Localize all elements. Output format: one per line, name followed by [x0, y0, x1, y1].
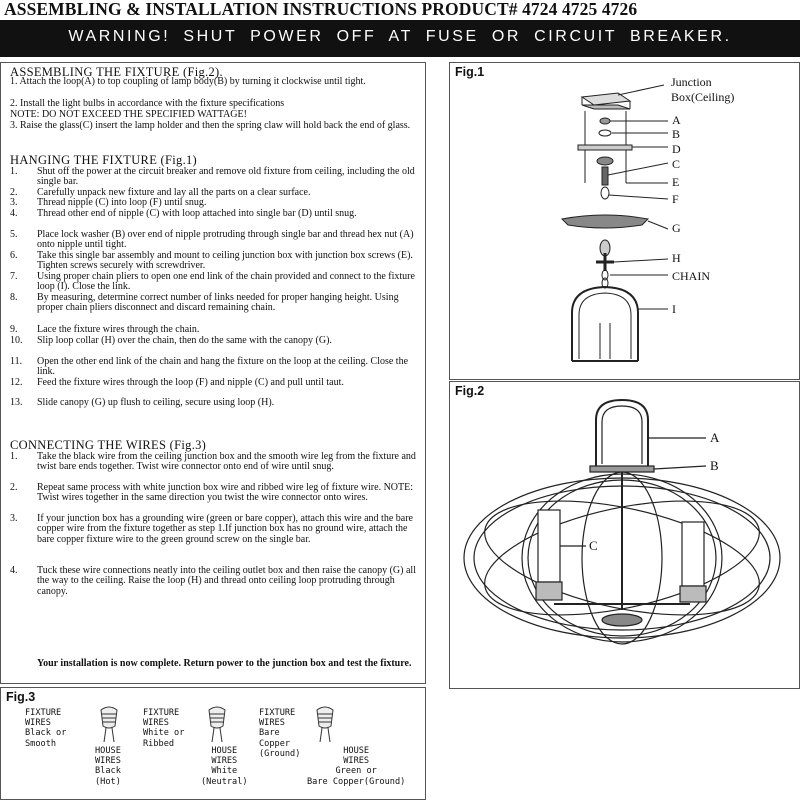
- caption-line: HOUSE: [343, 746, 370, 756]
- page-header: [0, 0, 800, 20]
- callout-g: G: [672, 221, 681, 235]
- wire-connector-icon: [205, 704, 229, 744]
- fig2-callout-b: B: [710, 458, 719, 473]
- caption-line: WIRES: [143, 718, 169, 729]
- caption-line: White or: [143, 728, 185, 739]
- fixture-wires-caption: [143, 708, 184, 749]
- warning-banner: [0, 20, 800, 57]
- hanging-step-text: Slide canopy (G) up flush to ceiling, secure using loop (H).: [37, 397, 275, 408]
- caption-line: Smooth: [25, 738, 57, 749]
- connecting-step-text: Take the black wire from the ceiling junction box and the smooth wire leg from the fixture and twist bare ends together. Twist wire connector onto end of wire until snug.: [37, 451, 416, 473]
- fig2-drawing: [450, 382, 800, 690]
- caption-line: HOUSE: [211, 746, 238, 756]
- callout-d: D: [672, 142, 681, 156]
- hanging-step-text: Shut off the power at the circuit breaker and remove old fixture from ceiling, including the old single bar.: [37, 166, 415, 188]
- hanging-step-number: 12.: [10, 377, 23, 388]
- figure-2-label: Fig.2: [455, 384, 485, 398]
- caption-line: Bare: [259, 728, 280, 739]
- caption-line: WIRES: [343, 756, 370, 767]
- assembling-title: ASSEMBLING THE FIXTURE (Fig.2).: [10, 65, 223, 79]
- caption-line: Copper: [259, 738, 291, 749]
- hanging-step-text: Take this single bar assembly and mount to ceiling junction box with junction box screws (E). Tighten screws securely with screwdriver.: [37, 250, 413, 272]
- callout-junction: Junction: [671, 75, 712, 89]
- hanging-step-text: Lace the fixture wires through the chain.: [37, 324, 200, 335]
- hanging-step-text: Thread other end of nipple (C) with loop attached into single bar (D) until snug.: [37, 208, 357, 219]
- hanging-step-text: Slip loop collar (H) over the chain, then do the same with the canopy (G).: [37, 335, 332, 346]
- figure-3-label: Fig.3: [6, 690, 36, 704]
- page-title: ASSEMBLING & INSTALLATION INSTRUCTIONS PRODUCT# 4724 4725 4726: [4, 0, 638, 19]
- fig2-callout-c: C: [589, 538, 598, 553]
- figure-1: [449, 62, 800, 380]
- caption-line: WIRES: [211, 756, 238, 767]
- hanging-step-number: 1.: [10, 166, 18, 177]
- assembling-step-3: 3. Raise the glass(C) insert the lamp holder and then the spring claw will hold back the end of glass.: [10, 120, 411, 131]
- figure-3: [0, 687, 426, 800]
- connecting-step-text: Repeat same process with white junction box wire and ribbed wire leg of fixture wire. NOTE: Twist wires together in the same direction you twist the wire connector onto wires.: [37, 482, 414, 504]
- hanging-step-number: 9.: [10, 324, 18, 335]
- callout-c: C: [672, 157, 681, 171]
- callout-chain: CHAIN: [672, 269, 710, 283]
- callout-box-ceiling: Box(Ceiling): [671, 90, 735, 104]
- callout-b: B: [672, 127, 681, 141]
- connecting-step-number: 3.: [10, 513, 18, 524]
- caption-line: FIXTURE: [25, 708, 62, 718]
- hanging-step-text: Feed the fixture wires through the loop (F) and nipple (C) and pull until taut.: [37, 377, 344, 388]
- caption-line: Ribbed: [143, 738, 175, 749]
- hanging-step-number: 5.: [10, 229, 18, 240]
- hanging-step-number: 13.: [10, 397, 23, 408]
- callout-i: I: [672, 302, 676, 316]
- figure-1-label: Fig.1: [455, 65, 485, 79]
- house-wires-caption: [201, 746, 248, 787]
- hanging-step-number: 3.: [10, 197, 18, 208]
- caption-line: Green or: [335, 766, 377, 777]
- completion-note: Your installation is now complete. Return power to the junction box and test the fixture.: [37, 658, 412, 669]
- junction-box-shape: [582, 93, 630, 105]
- hanging-step-number: 6.: [10, 250, 18, 261]
- caption-line: Black or: [25, 728, 67, 739]
- hanging-step-text: Place lock washer (B) over end of nipple protruding through single bar and thread hex nut (A) onto nipple until tight.: [37, 229, 414, 251]
- connecting-title: CONNECTING THE WIRES (Fig.3): [10, 438, 207, 452]
- caption-line: HOUSE: [95, 746, 121, 756]
- hanging-step-text: Thread nipple (C) into loop (F) until snug.: [37, 197, 207, 208]
- hanging-step-text: Using proper chain pliers to open one end link of the chain provided and connect to the fixture loop (I). Close the link.: [37, 271, 415, 293]
- connecting-step-number: 1.: [10, 451, 18, 462]
- hanging-step-number: 4.: [10, 208, 18, 219]
- caption-line: (Neutral): [201, 776, 248, 787]
- callout-h: H: [672, 251, 681, 265]
- connecting-step-text: Tuck these wire connections neatly into the ceiling outlet box and then raise the canopy (G) all the way to the ceiling. Raise the loop (H) and thread onto ceiling loop protruding through canopy.: [37, 565, 416, 597]
- caption-line: Bare Copper(Ground): [307, 776, 406, 787]
- callout-a: A: [672, 113, 681, 127]
- caption-line: WIRES: [95, 756, 121, 767]
- warning-text: WARNING! SHUT POWER OFF AT FUSE OR CIRCUIT BREAKER.: [68, 28, 732, 45]
- fig2-callout-a: A: [710, 430, 720, 445]
- hanging-step-number: 2.: [10, 187, 18, 198]
- house-wires-caption: [307, 746, 405, 787]
- assembling-step-2: 2. Install the light bulbs in accordance with the fixture specifications: [10, 98, 285, 109]
- caption-line: FIXTURE: [143, 708, 180, 718]
- caption-line: (Hot): [95, 776, 121, 787]
- assembling-note: NOTE: DO NOT EXCEED THE SPECIFIED WATTAGE!: [10, 109, 247, 120]
- assembling-step-1: 1. Attach the loop(A) to top coupling of lamp body(B) by turning it clockwise until tight.: [10, 76, 366, 87]
- hanging-step-number: 10.: [10, 335, 23, 346]
- fixture-wires-caption: [25, 708, 66, 749]
- caption-line: White: [211, 766, 238, 777]
- fig1-drawing: [450, 63, 800, 381]
- hanging-step-text: Open the other end link of the chain and hang the fixture on the loop at the ceiling. Close the link.: [37, 356, 409, 378]
- caption-line: WIRES: [25, 718, 51, 729]
- callout-e: E: [672, 175, 680, 189]
- fixture-wires-caption: [259, 708, 300, 759]
- figure-2: [449, 381, 800, 689]
- connecting-step-number: 2.: [10, 482, 18, 493]
- caption-line: WIRES: [259, 718, 285, 729]
- hanging-step-number: 8.: [10, 292, 18, 303]
- caption-line: (Ground): [259, 748, 301, 759]
- callout-f: F: [672, 192, 679, 206]
- hanging-step-text: By measuring, determine correct number of links needed for proper hanging height. Using proper chain pliers disconnect and discard remaining chain.: [37, 292, 399, 314]
- caption-line: Black: [95, 766, 121, 777]
- wire-connector-icon: [97, 704, 121, 744]
- hanging-step-number: 7.: [10, 271, 18, 282]
- connecting-step-text: If your junction box has a grounding wire (green or bare copper), attach this wire and the bare copper wire from the fixture together as step 1.If junction box has no ground wire, attach the bare copper fixture wire to the green ground screw on the single bar.: [37, 513, 413, 545]
- wire-connector-icon: [313, 704, 337, 744]
- hanging-step-number: 11.: [10, 356, 23, 367]
- house-wires-caption: [95, 746, 121, 787]
- caption-line: FIXTURE: [259, 708, 296, 718]
- connecting-step-number: 4.: [10, 565, 18, 576]
- hanging-step-text: Carefully unpack new fixture and lay all the parts on a clear surface.: [37, 187, 311, 198]
- instructions-panel: [0, 62, 426, 684]
- hanging-title: HANGING THE FIXTURE (Fig.1): [10, 153, 198, 167]
